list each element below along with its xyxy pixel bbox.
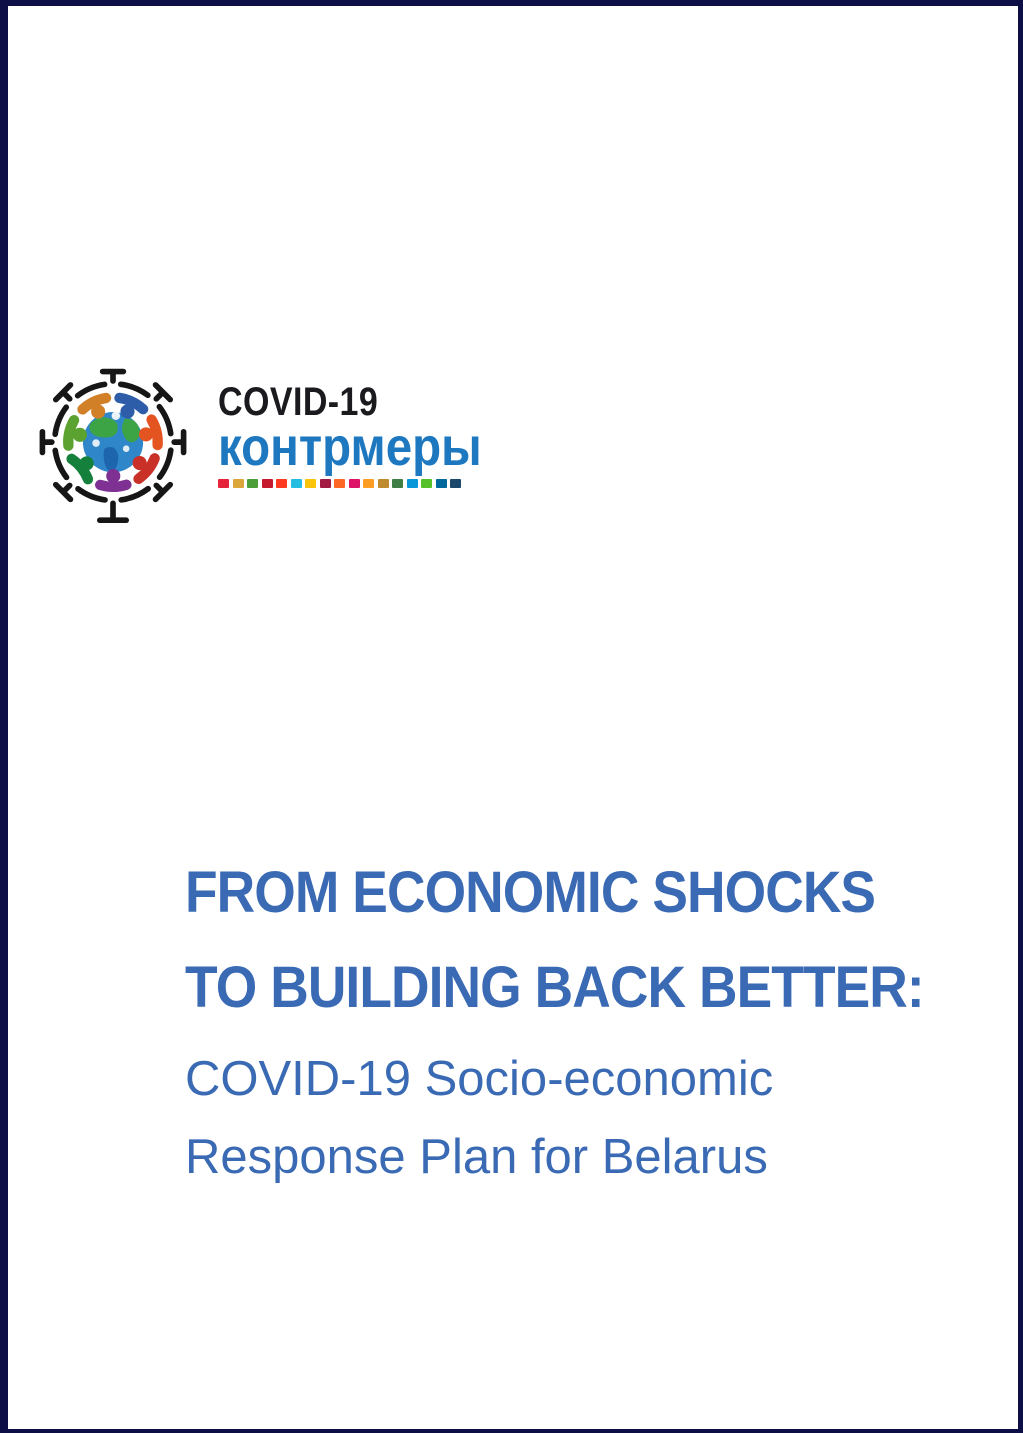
cover-subtitle-line2: Response Plan for Belarus xyxy=(185,1130,768,1184)
person-figure xyxy=(119,398,143,419)
person-figure xyxy=(100,469,126,487)
sdg-dash xyxy=(233,479,244,488)
sdg-dash xyxy=(320,479,331,488)
person-figure xyxy=(72,456,94,479)
cover-subtitle-line1: COVID-19 Socio-economic xyxy=(185,1052,774,1106)
cover-title-line2: TO BUILDING BACK BETTER: xyxy=(185,955,924,1020)
logo-wordmark-covid19: COVID-19 xyxy=(218,380,379,424)
person-figure xyxy=(83,398,107,419)
virus-globe-people-icon xyxy=(33,362,193,526)
sdg-dash xyxy=(305,479,316,488)
sdg-dash xyxy=(392,479,403,488)
cover-subtitle xyxy=(185,1040,773,1196)
sdg-color-dashes xyxy=(218,479,464,488)
sdg-dash xyxy=(262,479,273,488)
sdg-dash xyxy=(436,479,447,488)
sdg-dash xyxy=(450,479,461,488)
logo-wordmark xyxy=(218,380,482,488)
person-figure xyxy=(133,456,155,479)
sdg-dash xyxy=(276,479,287,488)
sdg-dash xyxy=(247,479,258,488)
cover-title xyxy=(185,845,988,1035)
sdg-dash xyxy=(421,479,432,488)
sdg-dash xyxy=(334,479,345,488)
logo-wordmark-kontrmery: контрмеры xyxy=(218,417,482,477)
cover-title-line1: FROM ECONOMIC SHOCKS xyxy=(185,860,876,925)
sdg-dash xyxy=(349,479,360,488)
sdg-dash xyxy=(218,479,229,488)
sdg-dash xyxy=(407,479,418,488)
sdg-dash xyxy=(363,479,374,488)
sdg-dash xyxy=(291,479,302,488)
sdg-dash xyxy=(378,479,389,488)
